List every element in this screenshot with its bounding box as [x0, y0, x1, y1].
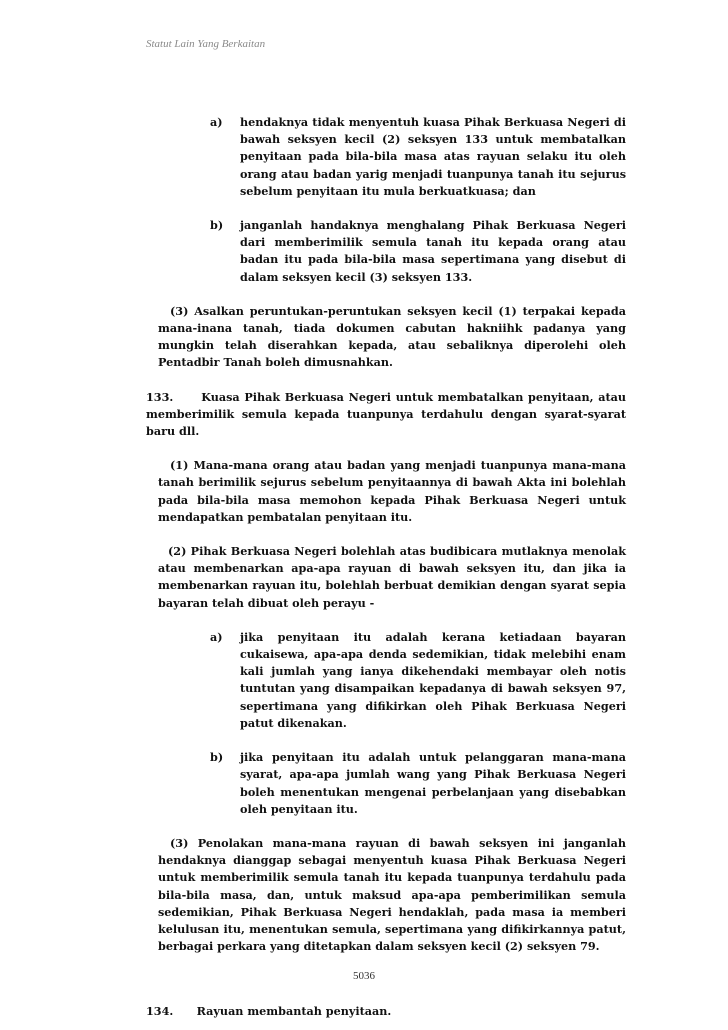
list-item: [210, 629, 626, 732]
section-title: Rayuan membantah penyitaan.: [196, 1004, 392, 1019]
item-label: b): [210, 218, 224, 233]
running-header: Statut Lain Yang Berkaitan: [146, 38, 266, 50]
list-item: [210, 114, 626, 200]
paragraph-subsection-1: (1) Mana-mana orang atau badan yang menjadi tuanpunya mana-mana tanah berimilik sejurus sebelum penyitaannya di bawah Akta ini bolehlah pada bila-bila masa memohon kepada Pihak Berkuasa Negeri untuk mendapatkan pembatalan penyitaan itu.: [158, 458, 626, 524]
document-body: [146, 114, 626, 1021]
section-heading-133: [146, 389, 626, 441]
item-label: b): [210, 750, 224, 765]
section-number: 133.: [146, 389, 174, 404]
item-text: jika penyitaan itu adalah untuk pelanggaran mana-mana syarat, apa-apa jumlah wang yang Pihak Berkuasa Negeri boleh menentukan mengenai perbelanjaan yang disebabkan oleh penyitaan itu.: [240, 750, 626, 816]
item-text: hendaknya tidak menyentuh kuasa Pihak Berkuasa Negeri di bawah seksyen kecil (2) seksyen 133 untuk membatalkan penyitaan pada bila-bila masa atas rayuan selaku itu oleh orang atau badan yarig menjadi tuanpunya tanah itu sejurus sebelum penyitaan itu mula berkuatkuasa; dan: [240, 115, 626, 198]
item-label: a): [210, 115, 223, 129]
paragraph-subsection-3: (3) Asalkan peruntukan-peruntukan seksyen kecil (1) terpakai kepada mana-inana tanah, tiada dokumen cabutan hakniihk padanya yang mungkin telah diserahkan kepada, atau sebaliknya diperolehi oleh Pentadbir Tanah boleh dimusnahkan.: [158, 303, 626, 370]
page-number: 5036: [353, 970, 375, 982]
list-item: [210, 749, 626, 818]
section-heading-134: [146, 1003, 626, 1020]
item-label: a): [210, 629, 223, 644]
paragraph-subsection-3b: (3) Penolakan mana-mana rayuan di bawah seksyen ini janganlah hendaknya dianggap sebagai menyentuh kuasa Pihak Berkuasa Negeri untuk memberimilik semula tanah itu kepada tuanpunya terdahulu pada bila-bila masa, dan, untuk maksud apa-apa pemberimilikan semula sedemikian, Pihak Berkuasa Negeri hendaklah, pada masa ia memberi kelulusan itu, menentukan semula, sepertimana yang difikirkannya patut, berbagai perkara yang ditetapkan dalam seksyen kecil (2) seksyen 79.: [158, 835, 626, 954]
section-title: Kuasa Pihak Berkuasa Negeri untuk membatalkan penyitaan, atau memberimilik semula kepada tuanpunya terdahulu dengan syarat-syarat baru dll.: [146, 389, 626, 439]
section-number: 134.: [146, 1004, 174, 1019]
item-text: janganlah handaknya menghalang Pihak Berkuasa Negeri dari memberimilik semula tanah itu kepada orang atau badan itu pada bila-bila masa sepertimana yang disebut di dalam seksyen kecil (3) seksyen 133.: [240, 218, 626, 284]
list-item: [210, 217, 626, 286]
item-text: jika penyitaan itu adalah kerana ketiadaan bayaran cukaisewa, apa-apa denda sedemikian, tidak melebihi enam kali jumlah yang ianya dikehendaki membayar oleh notis tuntutan yang disampaikan kepadanya di bawah seksyen 97, sepertimana yang difikirkan oleh Pihak Berkuasa Negeri patut dikenakan.: [240, 629, 626, 730]
paragraph-subsection-2: (2) Pihak Berkuasa Negeri bolehlah atas budibicara mutlaknya menolak atau membenarkan apa-apa rayuan di bawah seksyen itu, dan jika ia membenarkan rayuan itu, bolehlah berbuat demikian dengan syarat sepia bayaran telah dibuat oleh perayu -: [158, 544, 626, 610]
